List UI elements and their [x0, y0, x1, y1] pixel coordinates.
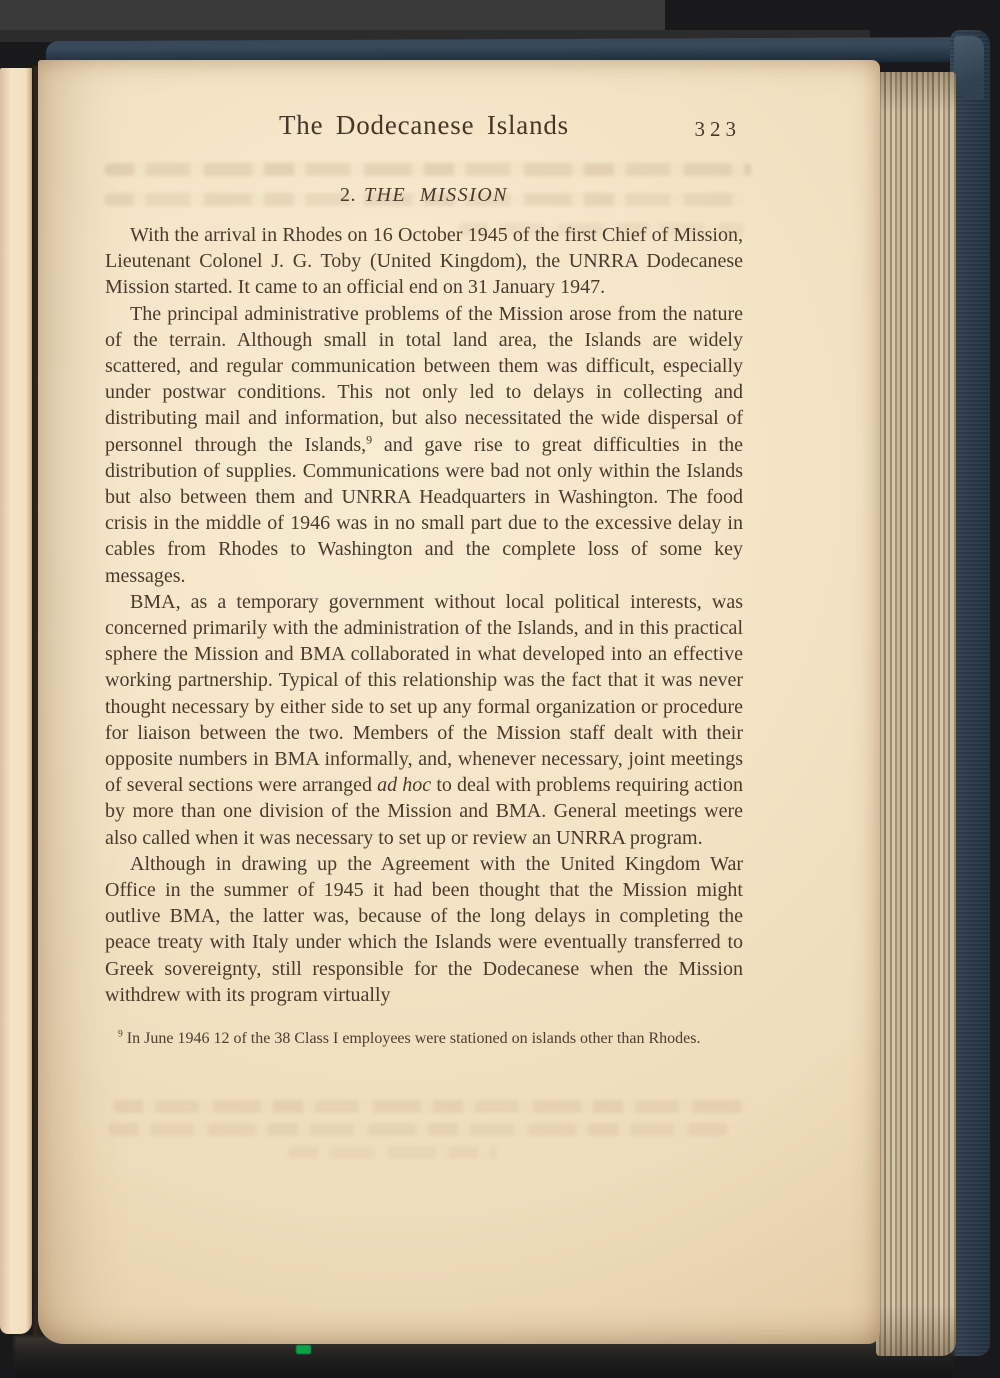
- left-page-edge: [0, 68, 32, 1334]
- book-cover-right-board: [950, 30, 990, 1356]
- italic-phrase: ad hoc: [377, 774, 432, 797]
- paragraph: [105, 589, 743, 851]
- text-run: to deal with problems requiring action by more than one division of the Mission and BMA. General meetings were also called when it was necessary to set up or review an UNRRA program.: [105, 774, 743, 849]
- section-heading: [105, 183, 743, 207]
- running-header: The Dodecanese Islands: [279, 110, 569, 140]
- footnote: [105, 1027, 743, 1050]
- section-number: 2.: [339, 184, 356, 206]
- footnote-ref: 9: [118, 1028, 123, 1040]
- text-run: BMA, as a temporary government without local political interests, was concerned primarily with the administration of the Islands, and in this practical sphere the Mission and BMA collaborated in what developed into an effective working partnership. Typical of this relationship was the fact that it was never thought necessary by either side to set up any formal organization or procedure for liaison between the two. Members of the Mission staff dealt with their opposite numbers in BMA informally, and, whenever necessary, joint meetings of several sections were arranged: [105, 590, 743, 797]
- page-number: 323: [694, 117, 741, 141]
- text-block: [105, 108, 743, 1050]
- text-run: and gave rise to great difficulties in the distribution of supplies. Communications were bad not only within the Islands but also between them and UNRRA Headquarters in Washington. The food crisis in the middle of 1946 was in no small part due to the excessive delay in cables from Rhodes to Washington and the complete loss of some key messages.: [105, 433, 743, 587]
- book-page: [38, 60, 880, 1344]
- fore-edge-page-stack: [876, 72, 956, 1356]
- section-title: THE MISSION: [363, 184, 509, 206]
- green-edge-mark: [296, 1345, 311, 1354]
- body-text: [105, 222, 743, 1008]
- footnote-ref: 9: [366, 431, 373, 446]
- text-run: With the arrival in Rhodes on 16 October 1945 of the first Chief of Mission, Lieutenant Colonel J. G. Toby (United Kingdom), the UNRRA Dodecanese Mission started. It came to an official end on 31 January 1947.: [105, 224, 743, 299]
- backdrop-light-patch: [0, 0, 665, 30]
- paragraph: [105, 851, 743, 1008]
- text-run: The principal administrative problems of the Mission arose from the nature of the terrain. Although small in total land area, the Islands are widely scattered, and regular communication between them was difficult, especially under postwar conditions. This not only led to delays in collecting and distributing mail and information, but also necessitated the wide dispersal of personnel through the Islands,: [105, 302, 743, 456]
- text-run: Although in drawing up the Agreement with the United Kingdom War Office in the summer of 1945 it had been thought that the Mission might outlive BMA, the latter was, because of the long delays in completing the peace treaty with Italy under which the Islands were eventually transferred to Greek sovereignty, still responsible for the Dodecanese when the Mission withdrew with its program virtually: [105, 852, 743, 1006]
- paragraph: [105, 222, 743, 301]
- running-header-row: [105, 108, 743, 146]
- paragraph: [105, 301, 743, 589]
- page-content: [38, 60, 880, 1344]
- cover-corner-fold: [954, 36, 984, 100]
- text-run: In June 1946 12 of the 38 Class I employees were stationed on islands other than Rhodes.: [122, 1030, 701, 1048]
